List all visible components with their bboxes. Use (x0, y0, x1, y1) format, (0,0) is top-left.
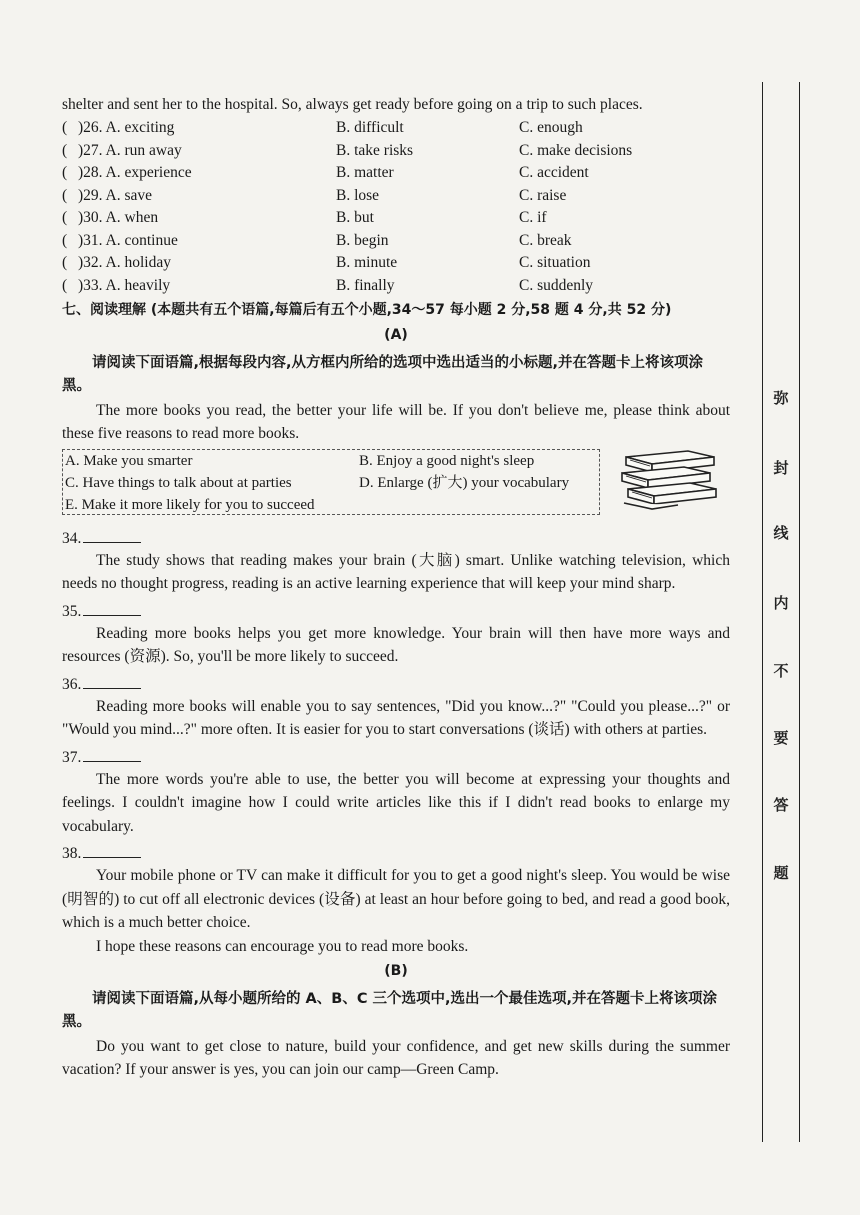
option-a: )31. A. continue (78, 231, 178, 249)
seal-char: 弥 (773, 389, 789, 407)
answer-paren: ( (62, 276, 68, 294)
part-b-intro: Do you want to get close to nature, build your confidence, and get new skills during the summer vacation? If your answer is yes, you can join our camp—Green Camp. (62, 1037, 730, 1078)
question-34 (62, 527, 730, 549)
question-37 (62, 746, 730, 768)
answer-paren: ( (62, 186, 68, 204)
option-b: B. difficult (336, 119, 404, 136)
part-a-label: (A) (384, 327, 408, 343)
option-a: )33. A. heavily (78, 276, 171, 294)
option-b: B. but (336, 209, 374, 226)
option-b: B. begin (336, 231, 389, 249)
cloze-options (62, 117, 730, 297)
question-38 (62, 842, 730, 864)
seal-char: 封 (773, 459, 789, 477)
question-number: 38. (62, 845, 82, 862)
part-a-intro: The more books you read, the better your life will be. If you don't believe me, please think about these five reasons to read more books. (62, 401, 730, 442)
option-row (62, 207, 730, 230)
seal-char: 内 (773, 594, 789, 612)
box-row (65, 451, 597, 473)
question-35 (62, 600, 730, 622)
question-number: 34. (62, 529, 82, 547)
question-number: 36. (62, 675, 82, 693)
paragraph-37: The more words you're able to use, the better you will become at expressing your thoughts and feelings. I couldn't imagine how I could write articles like this if I didn't read books to enlarge my vocabulary. (62, 770, 730, 835)
option-c: C. make decisions (519, 141, 633, 159)
part-b-label: (B) (384, 963, 408, 979)
answer-paren: ( (62, 254, 68, 271)
option-a: )32. A. holiday (78, 254, 171, 271)
section-title: 七、阅读理解 (本题共有五个语篇,每篇后有五个小题,34～57 每小题 2 分,58 题 4 分,共 52 分) (62, 301, 672, 318)
part-a-instruction: 请阅读下面语篇,根据每段内容,从方框内所给的选项中选出适当的小标题,并在答题卡上将该项涂黑。 (62, 354, 704, 394)
answer-blank (83, 843, 141, 858)
heading-b: B. Enjoy a good night's sleep (359, 452, 535, 469)
option-a: )28. A. experience (78, 164, 192, 181)
answer-paren: ( (62, 231, 68, 249)
option-c: C. suddenly (519, 276, 594, 294)
seal-char: 要 (773, 729, 789, 747)
option-b: B. minute (336, 254, 398, 271)
box-row (65, 495, 597, 517)
option-row (62, 274, 730, 297)
paragraph-36: Reading more books will enable you to say sentences, "Did you know...?" "Could you please...?" or "Would you mind...?" more often. It is easier for you to start conversations (谈话) with others at parties. (62, 697, 730, 738)
question-number: 37. (62, 748, 82, 766)
heading-c: C. Have things to talk about at parties (65, 474, 292, 491)
answer-blank (83, 601, 141, 616)
seal-char: 线 (773, 524, 789, 542)
paragraph-38: Your mobile phone or TV can make it difficult for you to get a good night's sleep. You would be wise (明智的) to cut off all electronic devices (设备) at least an hour before going to bed, and read a good book, which is a much better choice. (62, 867, 730, 931)
seal-char: 不 (773, 662, 789, 680)
answer-paren: ( (62, 141, 68, 159)
option-c: C. enough (519, 119, 583, 136)
seal-char: 题 (773, 864, 789, 882)
option-row (62, 117, 730, 140)
exam-content (62, 93, 730, 1082)
part-a-closing: I hope these reasons can encourage you to read more books. (96, 937, 469, 955)
option-b: B. matter (336, 164, 394, 181)
option-c: C. if (519, 209, 547, 226)
answer-blank (83, 674, 141, 689)
answer-paren: ( (62, 209, 68, 226)
option-a: )26. A. exciting (78, 119, 175, 136)
answer-paren: ( (62, 119, 68, 136)
paragraph-35: Reading more books helps you get more knowledge. Your brain will then have more ways and resources (资源). So, you'll be more likely to succeed. (62, 624, 730, 665)
option-a: )27. A. run away (78, 141, 182, 159)
headings-box (62, 449, 600, 515)
part-b-instruction: 请阅读下面语篇,从每小题所给的 A、B、C 三个选项中,选出一个最佳选项,并在答题卡上将该项涂黑。 (62, 990, 718, 1030)
paragraph-34: The study shows that reading makes your brain (大脑) smart. Unlike watching television, which needs no thought progress, reading is an active learning experience that will keep your mind sharp. (62, 551, 730, 592)
option-row (62, 184, 730, 207)
option-row (62, 229, 730, 252)
option-c: C. situation (519, 254, 591, 271)
passage-fragment: shelter and sent her to the hospital. So, always get ready before going on a trip to such places. (62, 96, 643, 113)
option-row (62, 252, 730, 275)
option-c: C. raise (519, 186, 567, 204)
option-b: B. lose (336, 186, 380, 204)
option-row (62, 139, 730, 162)
question-number: 35. (62, 602, 82, 620)
answer-paren: ( (62, 164, 68, 181)
option-c: C. break (519, 231, 572, 249)
heading-e: E. Make it more likely for you to succeed (65, 496, 315, 513)
option-c: C. accident (519, 164, 589, 181)
heading-d: D. Enlarge (扩大) your vocabulary (359, 474, 570, 491)
heading-a: A. Make you smarter (65, 452, 193, 469)
answer-blank (83, 747, 141, 762)
option-b: B. finally (336, 276, 395, 294)
seal-line-margin (762, 82, 800, 1142)
question-36 (62, 673, 730, 695)
seal-char: 答 (773, 796, 789, 814)
option-a: )30. A. when (78, 209, 159, 226)
headings-box-area (62, 449, 730, 521)
books-stack-icon (618, 447, 722, 517)
answer-blank (83, 528, 141, 543)
option-b: B. take risks (336, 141, 414, 159)
option-row (62, 162, 730, 185)
option-a: )29. A. save (78, 186, 153, 204)
box-row (65, 473, 597, 495)
